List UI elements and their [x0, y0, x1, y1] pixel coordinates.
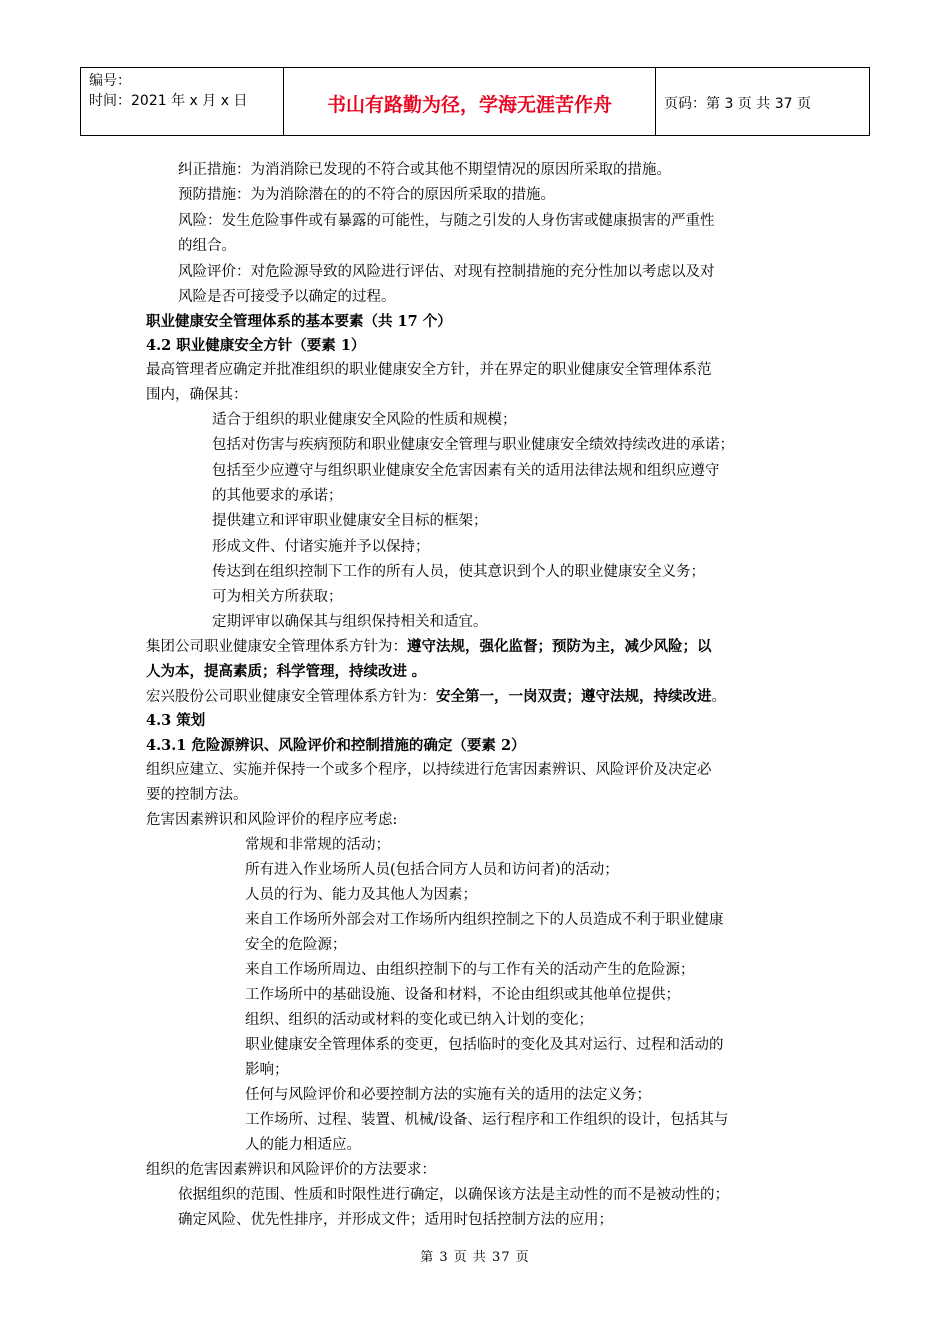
- para-risk-line1: 风险：发生危险事件或有暴露的可能性，与随之引发的人身伤害或健康损害的严重性: [178, 213, 715, 229]
- para-risk-assessment-line1: 风险评价：对危险源导致的风险进行评估、对现有控制措施的充分性加以考虑以及对: [178, 264, 715, 280]
- para-policy-line1: 最高管理者应确定并批准组织的职业健康安全方针，并在界定的职业健康安全管理体系范: [146, 362, 712, 378]
- list-item: 包括对伤害与疾病预防和职业健康安全管理与职业健康安全绩效持续改进的承诺；: [212, 437, 734, 453]
- page-header: [80, 67, 870, 136]
- group-policy-line2: [146, 662, 426, 682]
- header-page-info: 页码：第 3 页 共 37 页: [664, 95, 811, 112]
- para-policy-line2: 围内，确保其：: [146, 387, 248, 403]
- hongxing-policy-text: 安全第一，一岗双责；遵守法规，持续改进: [436, 688, 712, 705]
- list-item: 形成文件、付诸实施并予以保持；: [212, 539, 430, 555]
- para-corrective-action: 纠正措施：为消消除已发现的不符合或其他不期望情况的原因所采取的措施。: [178, 162, 671, 178]
- section-heading-4-2: 4.2 职业健康安全方针（要素 1）: [146, 337, 366, 354]
- list-item: 依据组织的范围、性质和时限性进行确定，以确保该方法是主动性的而不是被动性的；: [178, 1187, 729, 1203]
- list-item-continued: 安全的危险源；: [245, 937, 347, 953]
- list-item: 人员的行为、能力及其他人为因素；: [245, 887, 477, 903]
- list-item: 常规和非常规的活动；: [245, 837, 390, 853]
- group-policy-text: 遵守法规，强化监督；预防为主，减少风险；以: [407, 638, 712, 655]
- hongxing-policy-line: [146, 687, 726, 707]
- group-policy-label: 集团公司职业健康安全管理体系方针为：: [146, 639, 407, 655]
- group-policy-period: 。: [411, 663, 427, 680]
- para-procedure-line2: 要的控制方法。: [146, 787, 248, 803]
- para-procedure-line1: 组织应建立、实施并保持一个或多个程序，以持续进行危害因素辨识、风险评价及决定必: [146, 762, 712, 778]
- list-item-continued: 影响；: [245, 1062, 289, 1078]
- list-item: 定期评审以确保其与组织保持相关和适宜。: [212, 614, 488, 630]
- header-left-cell: [81, 68, 284, 135]
- list-item: 适合于组织的职业健康安全风险的性质和规模；: [212, 412, 517, 428]
- para-risk-line2: 的组合。: [178, 238, 236, 254]
- list-item-continued: 的其他要求的承诺；: [212, 488, 343, 504]
- group-policy-text-cont: 人为本，提高素质；科学管理，持续改进: [146, 663, 407, 680]
- list-item: 职业健康安全管理体系的变更，包括临时的变化及其对运行、过程和活动的: [245, 1037, 724, 1053]
- section-heading-4-3-1: 4.3.1 危险源辨识、风险评价和控制措施的确定（要素 2）: [146, 737, 526, 754]
- date-line: 时间：2021 年 x 月 x 日: [89, 93, 248, 109]
- group-policy-line1: [146, 637, 712, 657]
- list-item: 包括至少应遵守与组织职业健康安全危害因素有关的适用法律法规和组织应遵守: [212, 463, 720, 479]
- list-item: 确定风险、优先性排序，并形成文件；适用时包括控制方法的应用；: [178, 1212, 613, 1228]
- list-item: 工作场所、过程、装置、机械/设备、运行程序和工作组织的设计，包括其与: [245, 1112, 729, 1128]
- para-preventive-action: 预防措施：为为消除潜在的的不符合的原因所采取的措施。: [178, 187, 555, 203]
- list-item: 所有进入作业场所人员(包括合同方人员和访问者)的活动；: [245, 862, 619, 878]
- list-item: 任何与风险评价和必要控制方法的实施有关的适用的法定义务；: [245, 1087, 651, 1103]
- list-item: 可为相关方所获取；: [212, 589, 343, 605]
- section-heading-4-3: 4.3 策划: [146, 712, 206, 729]
- header-motto: 书山有路勤为径，学海无涯苦作舟: [284, 68, 656, 135]
- hongxing-policy-period: 。: [711, 689, 726, 705]
- number-label: 编号：: [89, 73, 131, 89]
- list-item: 提供建立和评审职业健康安全目标的框架；: [212, 513, 488, 529]
- para-risk-assessment-line2: 风险是否可接受予以确定的过程。: [178, 289, 396, 305]
- list-item-continued: 人的能力相适应。: [245, 1137, 361, 1153]
- section-heading-elements: 职业健康安全管理体系的基本要素（共 17 个）: [146, 313, 452, 330]
- list-item: 传达到在组织控制下工作的所有人员，使其意识到个人的职业健康安全义务；: [212, 564, 705, 580]
- list-item: 工作场所中的基础设施、设备和材料，不论由组织或其他单位提供；: [245, 987, 680, 1003]
- hongxing-policy-label: 宏兴股份公司职业健康安全管理体系方针为：: [146, 689, 436, 705]
- list-item: 来自工作场所周边、由组织控制下的与工作有关的活动产生的危险源；: [245, 962, 695, 978]
- page-footer: 第 3 页 共 37 页: [420, 1250, 530, 1265]
- para-consider-intro: 危害因素辨识和风险评价的程序应考虑:: [146, 812, 398, 828]
- list-item: 组织、组织的活动或材料的变化或已纳入计划的变化；: [245, 1012, 593, 1028]
- list-item: 来自工作场所外部会对工作场所内组织控制之下的人员造成不利于职业健康: [245, 912, 724, 928]
- para-method-intro: 组织的危害因素辨识和风险评价的方法要求：: [146, 1162, 436, 1178]
